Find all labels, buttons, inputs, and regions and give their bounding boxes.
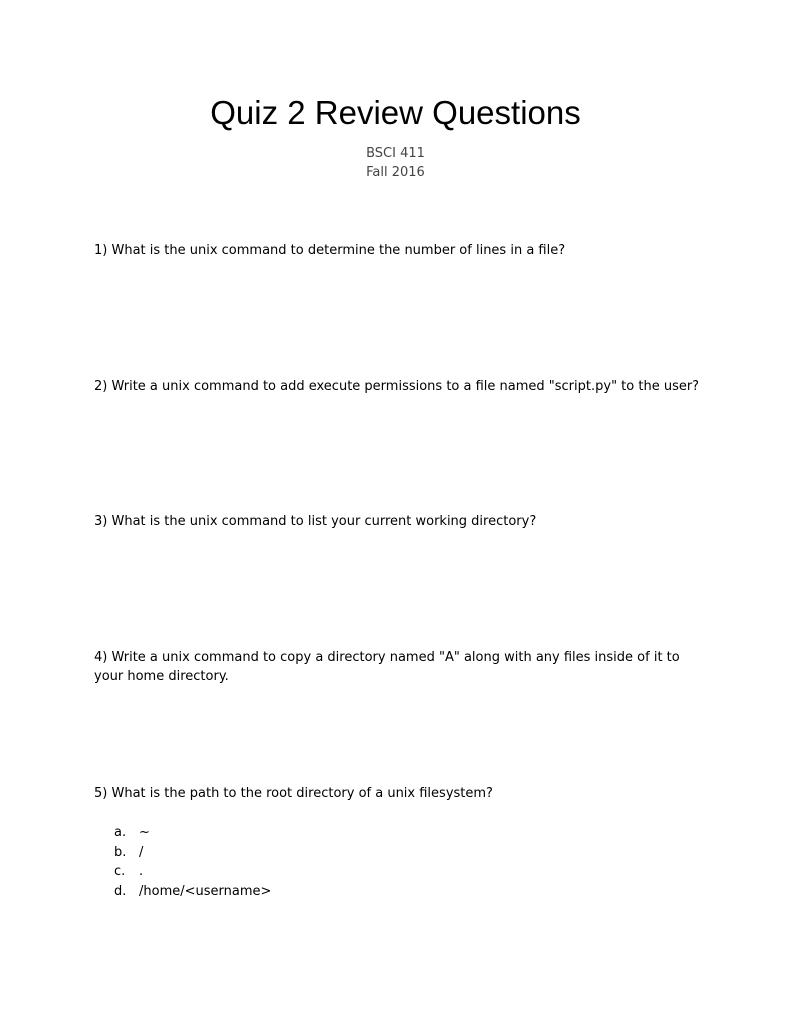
- question-2: 2) Write a unix command to add execute permissions to a file named "script.py" to the user?: [94, 379, 700, 394]
- option-text: /: [139, 844, 144, 860]
- option-text: ~: [139, 825, 150, 840]
- page-title: Quiz 2 Review Questions: [210, 94, 581, 131]
- option-letter: a.: [114, 825, 127, 840]
- question-4: 4) Write a unix command to copy a directory named "A" along with any files inside of it to your home directory.: [94, 650, 680, 684]
- question-3: 3) What is the unix command to list your current working directory?: [94, 514, 537, 529]
- answer-options: [114, 823, 271, 901]
- option-text: .: [139, 864, 144, 879]
- option-letter: c.: [114, 864, 126, 879]
- question-5: 5) What is the path to the root directory of a unix filesystem?: [94, 786, 493, 801]
- option-c: [114, 862, 271, 882]
- option-d: [114, 882, 271, 902]
- option-b: [114, 843, 271, 863]
- term: Fall 2016: [366, 165, 425, 180]
- question-1: 1) What is the unix command to determine the number of lines in a file?: [94, 243, 566, 258]
- option-text: /home/<username>: [139, 883, 272, 899]
- course-code: BSCI 411: [366, 146, 425, 161]
- option-letter: b.: [114, 844, 127, 860]
- option-a: [114, 823, 271, 843]
- option-letter: d.: [114, 883, 127, 899]
